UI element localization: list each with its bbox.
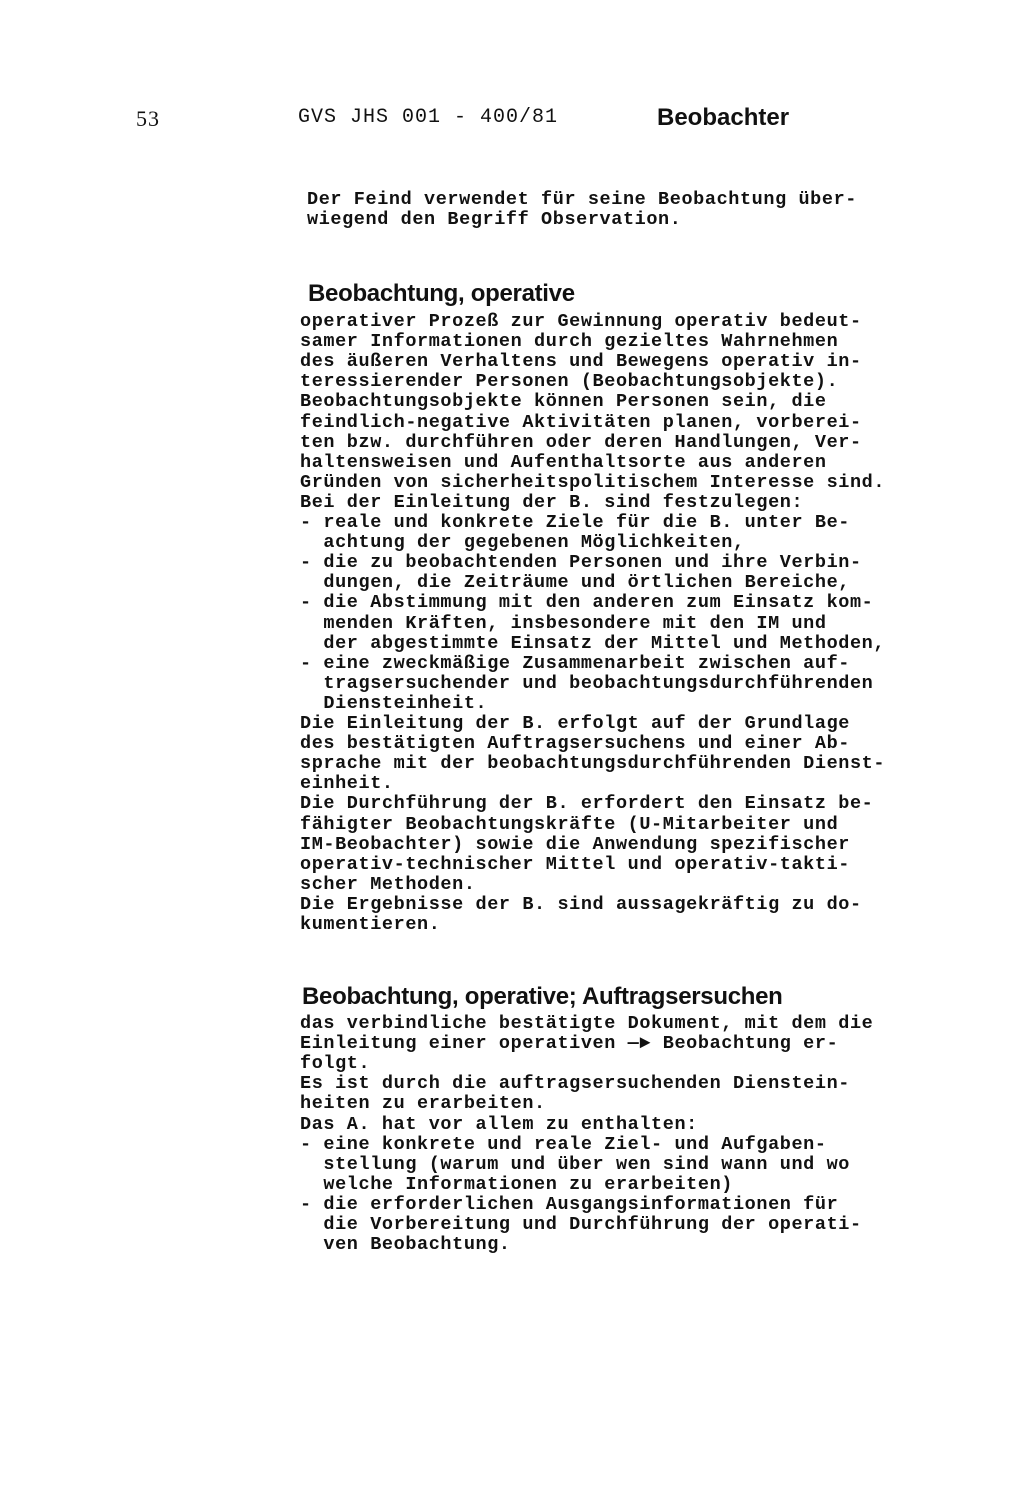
text-line: Bei der Einleitung der B. sind festzulegen: (300, 491, 804, 513)
text-line: ven Beobachtung. (300, 1234, 511, 1256)
text-line: welche Informationen zu erarbeiten) (300, 1173, 733, 1195)
text-line: des äußeren Verhaltens und Bewegens operativ in- (300, 351, 862, 373)
text-line: - die zu beobachtenden Personen und ihre Verbin- (300, 552, 862, 574)
text-line: scher Methoden. (300, 873, 476, 895)
text-line: die Vorbereitung und Durchführung der operati- (300, 1214, 862, 1235)
text-line: wiegend den Begriff Observation. (307, 209, 682, 230)
text-line: teressierender Personen (Beobachtungsobjekte). (300, 371, 839, 393)
text-line: stellung (warum und über wen sind wann und wo (300, 1153, 850, 1175)
text-line: feindlich-negative Aktivitäten planen, vorberei- (300, 411, 862, 433)
text-line: Die Ergebnisse der B. sind aussagekräftig zu do- (300, 893, 862, 915)
text-line: folgt. (300, 1053, 371, 1075)
text-line: Die Einleitung der B. erfolgt auf der Grundlage (300, 713, 850, 734)
text-line: achtung der gegebenen Möglichkeiten, (300, 532, 745, 554)
text-line: ten bzw. durchführen oder deren Handlungen, Ver- (300, 431, 862, 453)
text-line: - eine konkrete und reale Ziel- und Aufgaben- (300, 1133, 827, 1155)
text-line: operativer Prozeß zur Gewinnung operativ bedeut- (300, 311, 862, 332)
text-line: Die Durchführung der B. erfordert den Einsatz be- (300, 793, 874, 815)
text-line: Es ist durch die auftragsersuchenden Dienstein- (300, 1073, 850, 1095)
text-line: heiten zu erarbeiten. (300, 1093, 546, 1115)
text-line: - eine zweckmäßige Zusammenarbeit zwischen auf- (300, 652, 850, 674)
text-line: einheit. (300, 773, 394, 795)
text-line: Gründen von sicherheitspolitischem Interesse sind. (300, 471, 886, 493)
text-line: tragsersuchender und beobachtungsdurchführenden (300, 672, 874, 694)
text-line: kumentieren. (300, 914, 441, 935)
header-keyword: Beobachter (657, 104, 790, 131)
text-line: Der Feind verwendet für seine Beobachtung über- (307, 189, 857, 210)
text-line: haltensweisen und Aufenthaltsorte aus anderen (300, 451, 827, 473)
text-line: samer Informationen durch gezieltes Wahrnehmen (300, 331, 839, 353)
text-line: Das A. hat vor allem zu enthalten: (300, 1113, 698, 1135)
text-line: operativ-technischer Mittel und operativ-takti- (300, 853, 850, 875)
document-reference: GVS JHS 001 - 400/81 (298, 106, 559, 129)
text-line: menden Kräften, insbesondere mit den IM und (300, 612, 827, 634)
entry-heading-beobachtung-operative: Beobachtung, operative (308, 280, 575, 307)
text-line: der abgestimmte Einsatz der Mittel und Methoden, (300, 632, 886, 654)
text-line: - reale und konkrete Ziele für die B. unter Be- (300, 512, 850, 533)
text-line: - die Abstimmung mit den anderen zum Einsatz kom- (300, 592, 874, 614)
entry-heading-auftragsersuchen: Beobachtung, operative; Auftragsersuchen (302, 983, 783, 1010)
page-number: 53 (136, 106, 160, 131)
text-line: des bestätigten Auftragsersuchens und einer Ab- (300, 733, 850, 755)
text-line: Beobachtungsobjekte können Personen sein, die (300, 391, 827, 413)
text-line: das verbindliche bestätigte Dokument, mit dem die (300, 1013, 874, 1034)
text-line: Einleitung einer operativen —► Beobachtung er- (300, 1033, 839, 1055)
text-line: sprache mit der beobachtungsdurchführenden Dienst- (300, 753, 886, 775)
text-line: fähigter Beobachtungskräfte (U-Mitarbeiter und (300, 813, 839, 835)
text-line: dungen, die Zeiträume und örtlichen Bereiche, (300, 572, 850, 594)
text-line: - die erforderlichen Ausgangsinformationen für (300, 1193, 839, 1215)
text-line: IM-Beobachter) sowie die Anwendung spezifischer (300, 833, 850, 855)
text-line: Diensteinheit. (300, 692, 488, 714)
